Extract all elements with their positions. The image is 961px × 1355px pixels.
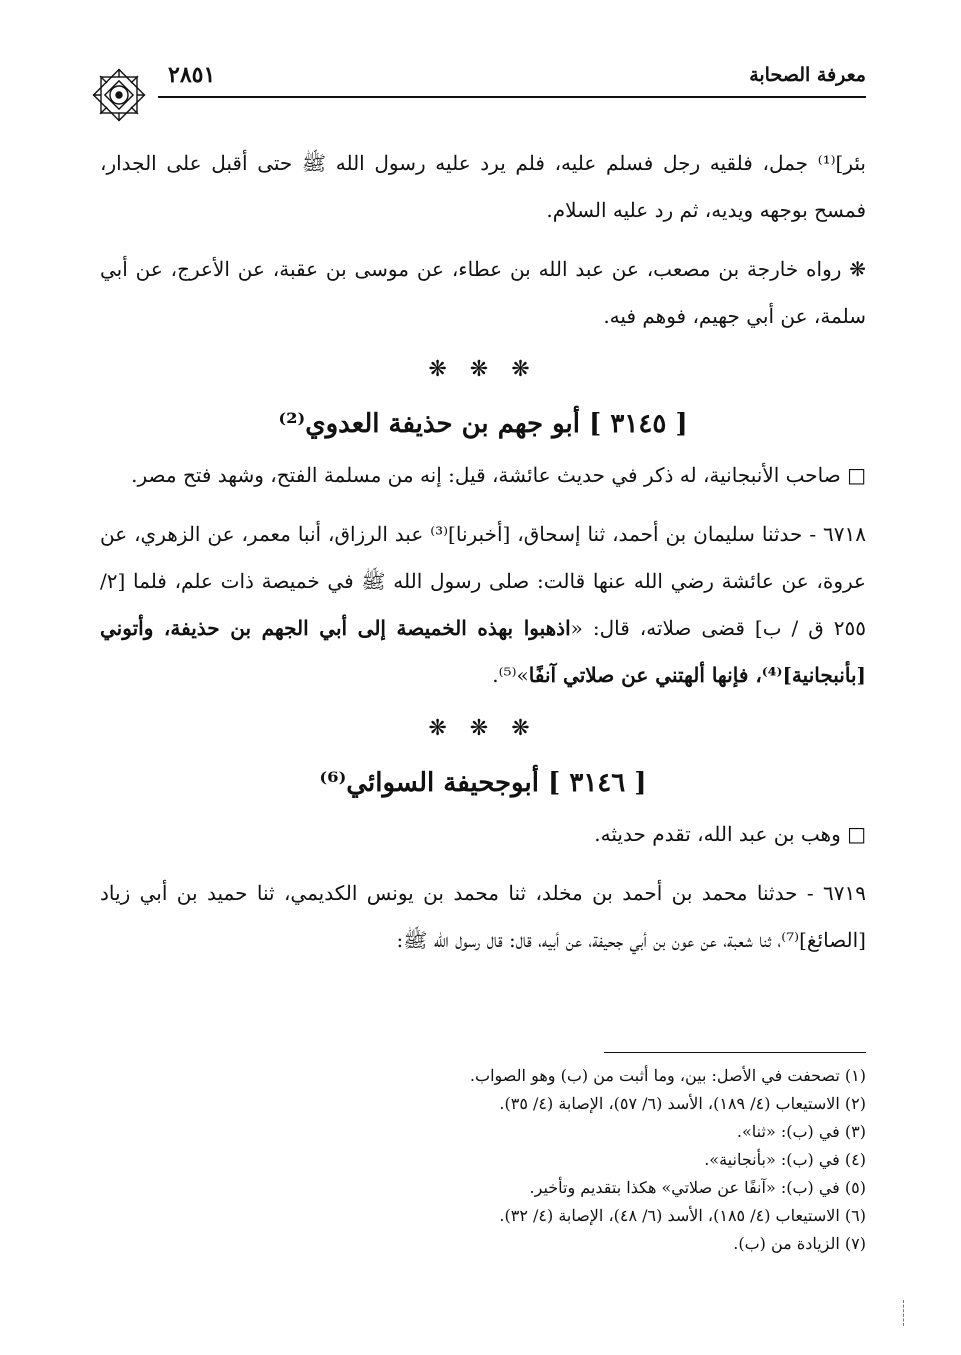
section-separator: ❋ ❋ ❋ xyxy=(428,357,538,382)
hadith-6719: ٦٧١٩ - حدثنا محمد بن أحمد بن مخلد، ثنا محمد بن يونس الكديمي، ثنا حميد بن أبي زياد [الصائغ]⁽⁷⁾، ثنا شعبة، عن عون بن أبي جحيفة، عن أبيه، قال: قال رسول الله ﷺ: xyxy=(100,881,866,952)
page-header xyxy=(88,58,866,98)
footnote-1: (١) تصحفت في الأصل: بين، وما أثبت من (ب) وهو الصواب. xyxy=(469,1066,866,1085)
geometric-star-ornament-icon xyxy=(88,64,150,126)
hadith-6718 xyxy=(100,511,866,699)
hadith-6718-matn: اذهبوا بهذه الخميصة إلى أبي الجهم بن حذيفة، وأتوني [بأنبجانية]⁽⁴⁾، فإنها ألهتني عن صلاتي آنفًا xyxy=(100,616,866,687)
page-number: ٢٨٥١ xyxy=(168,62,216,88)
footnote-3: (٣) في (ب): «ثنا». xyxy=(736,1122,866,1141)
hadith-6718-end: »⁽⁵⁾. xyxy=(492,663,529,687)
main-text xyxy=(100,140,866,964)
footnote-rule xyxy=(604,1052,866,1053)
footnote-2: (٢) الاستيعاب (٤/ ١٨٩)، الأسد (٦/ ٥٧)، الإصابة (٤/ ٣٥). xyxy=(499,1094,866,1113)
footnote-6: (٦) الاستيعاب (٤/ ١٨٥)، الأسد (٦/ ٤٨)، الإصابة (٤/ ٣٢). xyxy=(499,1206,866,1225)
paragraph-identity: □ وهب بن عبد الله، تقدم حديثه. xyxy=(594,822,866,846)
running-title: معرفة الصحابة xyxy=(749,64,866,86)
footnote-7: (٧) الزيادة من (ب). xyxy=(733,1234,866,1253)
footnote-4: (٤) في (ب): «بأنجانية». xyxy=(704,1150,866,1169)
paragraph-note: ❋ رواه خارجة بن مصعب، عن عبد الله بن عطاء، عن موسى بن عقبة، عن الأعرج، عن أبي سلمة، عن أبي جهيم، فوهم فيه. xyxy=(100,257,866,328)
footnotes xyxy=(100,1062,866,1258)
entry-heading-3146: [ ٣١٤٦ ] أبوجحيفة السوائي⁽⁶⁾ xyxy=(319,768,647,798)
paragraph-biography: □ صاحب الأنبجانية، له ذكر في حديث عائشة، قيل: إنه من مسلمة الفتح، وشهد فتح مصر. xyxy=(131,463,866,487)
binding-mark xyxy=(903,1300,906,1326)
entry-heading-3145: [ ٣١٤٥ ] أبو جهم بن حذيفة العدوي⁽²⁾ xyxy=(278,409,688,439)
footnote-5: (٥) في (ب): «آنفًا عن صلاتي» هكذا بتقديم وتأخير. xyxy=(529,1178,866,1197)
section-separator-2: ❋ ❋ ❋ xyxy=(428,716,538,741)
paragraph-continuation: بئر]⁽¹⁾ جمل، فلقيه رجل فسلم عليه، فلم يرد عليه رسول الله ﷺ حتى أقبل على الجدار، فمسح بوجهه ويديه، ثم رد عليه السلام. xyxy=(100,151,866,222)
hadith-6718-isnad: ٦٧١٨ - حدثنا سليمان بن أحمد، ثنا إسحاق، [أخبرنا]⁽³⁾ عبد الرزاق، أنبا معمر، عن الزهري، عن عروة، عن عائشة رضي الله عنها قالت: صلى رسول الله ﷺ في خميصة ذات علم، فلما [٢/ ٢٥٥ ق / ب] قضى صلاته، قال: « xyxy=(100,522,866,640)
header-rule xyxy=(158,96,866,98)
